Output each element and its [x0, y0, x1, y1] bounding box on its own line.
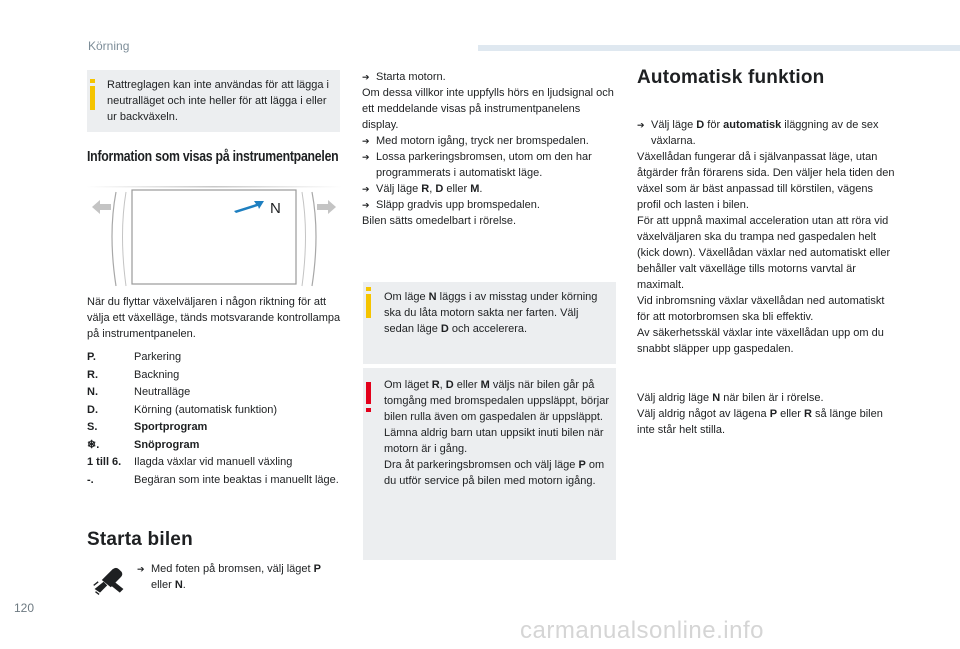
gear-row-s: [87, 419, 341, 437]
bullet-arrow-icon: ➔: [362, 200, 370, 210]
warning-neutral: Välj aldrig läge N när bilen är i rörelse.: [637, 392, 824, 404]
right-arrow-icon: [317, 200, 336, 214]
bullet-arrow-icon: ➔: [362, 184, 370, 194]
gear-row-dash: [87, 472, 341, 490]
gear-desc: Ilagda växlar vid manuell växling: [134, 456, 293, 468]
gear-key: -.: [87, 473, 94, 486]
automatic-text: [637, 117, 895, 357]
gear-row-d: [87, 402, 341, 420]
gear-desc: Sportprogram: [134, 421, 208, 433]
bullet-arrow-icon: ➔: [362, 136, 370, 146]
paragraph-kickdown: För att uppnå maximal acceleration utan att röra vid växelväljaren ska du trampa ned gaspedalen helt (kick down). Växellådan växlar ned automatiskt eller behåller valt växelläge tills motorns varvtal är maximalt.: [637, 215, 891, 291]
snowflake-icon: ❄.: [87, 438, 100, 451]
gear-desc: Backning: [134, 368, 180, 381]
note-text: Om läge N läggs i av misstag under körning ska du låta motorn sakta ner farten. Välj sedan läge D och accelerera.: [384, 291, 598, 335]
header-bar: [478, 45, 960, 51]
bullet-arrow-icon: ➔: [637, 120, 645, 130]
warning-note-rolling: [363, 368, 616, 560]
gear-row-n: [87, 384, 341, 402]
paragraph-braking: Vid inbromsning växlar växellådan ned automatiskt för att motorbromsen ska bli effektiv.: [637, 295, 885, 323]
bullet-arrow-icon: ➔: [137, 564, 145, 574]
gear-row-p: [87, 349, 341, 367]
paragraph-adaptive: Växellådan fungerar då i självanpassat läge, utan åtgärder från förarens sida. Den väljer hela tiden den växel som är bäst anpassad till körstilen, vägens profil och lasten i bilen.: [637, 151, 895, 211]
warning-text: [637, 390, 895, 438]
start-step-text: Med foten på bromsen, välj läget P eller N.: [151, 563, 321, 591]
page-number: 120: [14, 601, 35, 615]
warning-icon: [366, 382, 371, 404]
gear-key: N.: [87, 386, 98, 398]
left-arrow-icon: [92, 200, 111, 214]
bullet-arrow-icon: ➔: [362, 152, 370, 162]
info-icon: [90, 86, 95, 110]
step-start-engine: ➔ Starta motorn.: [362, 71, 446, 83]
automatic-heading: Automatisk funktion: [637, 67, 825, 88]
instrument-panel-illustration: [86, 176, 342, 292]
step-press-brake: ➔ Med motorn igång, tryck ner bromspedalen.: [362, 135, 589, 147]
start-heading: Starta bilen: [87, 529, 193, 550]
info-note-steering: [87, 70, 340, 132]
gear-desc: Neutralläge: [134, 386, 191, 398]
start-step: [137, 561, 342, 593]
note-text: Om läget R, D eller M väljs när bilen går på tomgång med bromspedalen uppsläppt, börjar bilen rulla även om gaspedalen är uppsläppt. Lämna aldrig barn utan uppsikt inuti bilen när motorn är i gång. Dra åt parkeringsbromsen och välj läge P om du utför service på bilen med motorn igång.: [384, 379, 610, 487]
info-icon: [366, 294, 371, 318]
step-release-brake: ➔ Släpp gradvis upp bromspedalen.: [362, 199, 540, 211]
gear-desc: Begäran som inte beaktas i manuellt läge.: [134, 473, 339, 486]
section-title: Körning: [88, 39, 130, 53]
display-gear-letter: N: [270, 200, 281, 217]
start-procedure: [362, 69, 618, 229]
info-note-neutral: [363, 282, 616, 364]
gear-desc: Parkering: [134, 351, 182, 363]
moves-paragraph: Bilen sätts omedelbart i rörelse.: [362, 215, 517, 227]
warning-park-reverse: Välj aldrig något av lägena P eller R så länge bilen inte står helt stilla.: [637, 408, 883, 436]
foot-on-brake-icon: [91, 562, 127, 598]
gear-row-snow: [87, 437, 341, 455]
gear-list: [87, 349, 341, 489]
step-select-mode: ➔ Välj läge R, D eller M.: [362, 183, 483, 195]
bullet-arrow-icon: ➔: [362, 72, 370, 82]
gear-key: 1 till 6.: [87, 456, 122, 468]
step-release-parking: ➔ Lossa parkeringsbromsen, utom om den har programmerats i automatiskt läge.: [362, 151, 592, 179]
conditions-paragraph: Om dessa villkor inte uppfylls hörs en ljudsignal och ett meddelande visas på instrumentpanelens display.: [362, 87, 614, 131]
gear-key: D.: [87, 403, 98, 416]
paragraph-safety: Av säkerhetsskäl växlar inte växellådan upp om du snabbt släpper upp gaspedalen.: [637, 327, 884, 355]
gear-key: S.: [87, 421, 98, 433]
gear-key: R.: [87, 368, 98, 381]
gear-row-r: [87, 367, 341, 385]
gear-desc: Snöprogram: [134, 438, 200, 451]
step-select-d: ➔ Välj läge D för automatisk iläggning av de sex växlarna.: [637, 119, 879, 147]
gear-desc: Körning (automatisk funktion): [134, 403, 278, 416]
intro-paragraph: När du flyttar växelväljaren i någon riktning för att välja ett växelläge, tänds motsvarande kontrollampa på instrumentpanelen.: [87, 296, 341, 340]
watermark: carmanualsonline.info: [520, 617, 764, 644]
gear-key: P.: [87, 351, 96, 363]
note-text: Rattreglagen kan inte användas för att lägga i neutralläget och inte heller för att lägga i eller ur backväxeln.: [107, 79, 329, 123]
info-heading: Information som visas på instrumentpanelen: [87, 148, 339, 165]
gear-row-manual: [87, 454, 341, 472]
